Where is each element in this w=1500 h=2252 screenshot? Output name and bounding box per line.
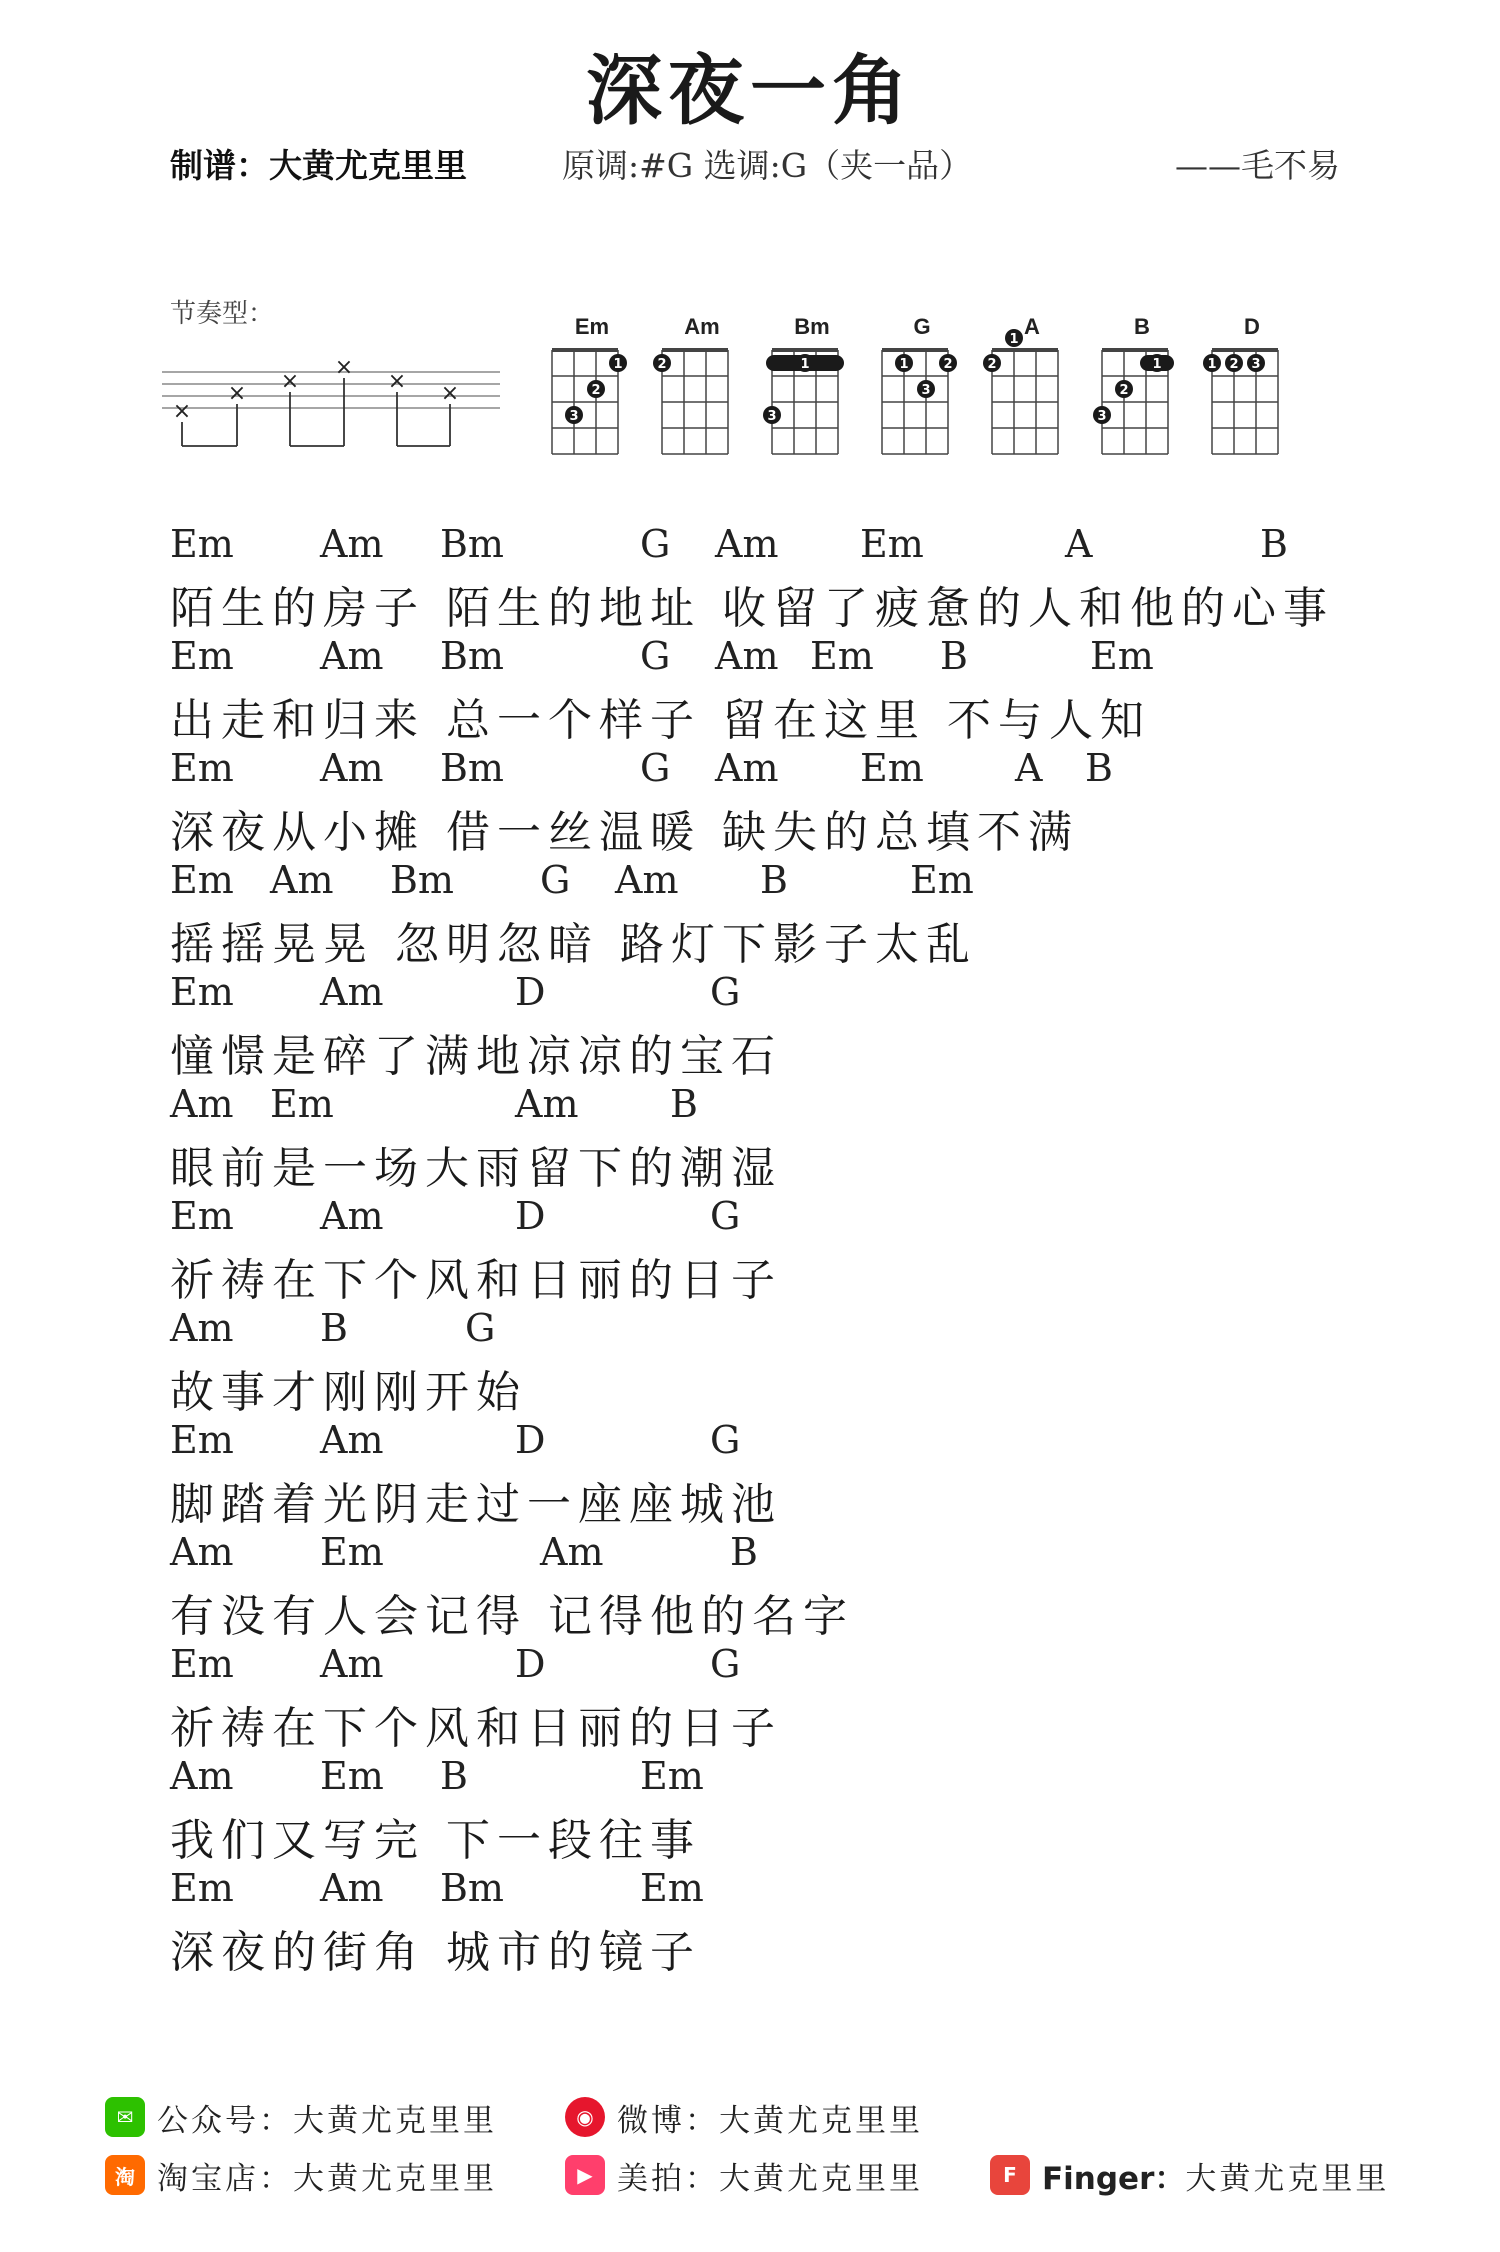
chord-symbol: B xyxy=(730,1530,758,1574)
finger-number: 3 xyxy=(569,409,579,424)
rhythm-strum-mark: × xyxy=(227,381,247,406)
song-line xyxy=(170,520,1350,632)
chord-diagram-am xyxy=(652,310,752,480)
footer-finger-label: Finger： xyxy=(1042,2160,1186,2197)
song-body xyxy=(170,520,1350,1976)
chord-symbol: G xyxy=(640,522,671,566)
chord-symbol: Am xyxy=(715,746,779,790)
chord-symbol: Am xyxy=(515,1082,579,1126)
chord-symbol: Bm xyxy=(440,1866,504,1910)
chord-name: Bm xyxy=(794,314,830,339)
chord-symbol: Em xyxy=(320,1530,384,1574)
chord-symbol: Am xyxy=(320,1418,384,1462)
chord-symbol: Am xyxy=(320,634,384,678)
chord-symbol: Em xyxy=(270,1082,334,1126)
rhythm-strum-mark: × xyxy=(172,399,192,424)
footer-taobao-value: 大黄尤克里里 xyxy=(293,2160,497,2197)
chord-row xyxy=(170,1864,1350,1916)
chord-symbol: G xyxy=(465,1306,496,1350)
rhythm-strum-mark: × xyxy=(334,355,354,380)
chord-symbol: Em xyxy=(170,746,234,790)
footer-meipai-label: 美拍： xyxy=(617,2160,719,2197)
chord-symbol: B xyxy=(1260,522,1288,566)
chord-symbol: D xyxy=(515,1418,546,1462)
chord-symbol: Am xyxy=(320,746,384,790)
weibo-icon: ◉ xyxy=(565,2097,605,2137)
footer-weibo[interactable] xyxy=(565,2094,923,2140)
finger-number: 3 xyxy=(767,409,777,424)
chord-symbol: G xyxy=(710,1194,741,1238)
song-meta xyxy=(170,140,1340,200)
chord-symbol: B xyxy=(1085,746,1113,790)
chord-symbol: B xyxy=(320,1306,348,1350)
chord-symbol: D xyxy=(515,1642,546,1686)
chord-symbol: A xyxy=(1065,522,1093,566)
footer-finger-value: 大黄尤克里里 xyxy=(1185,2160,1390,2197)
rhythm-strum-mark: × xyxy=(280,369,300,394)
chord-symbol: Em xyxy=(640,1866,704,1910)
artist-name: ——毛不易 xyxy=(1175,146,1340,185)
song-line xyxy=(170,1752,1350,1864)
lyric-line: 脚踏着光阴走过一座座城池 xyxy=(170,1479,782,1530)
song-line xyxy=(170,856,1350,968)
song-line xyxy=(170,632,1350,744)
chord-symbol: Em xyxy=(170,1194,234,1238)
lyric-line: 憧憬是碎了满地凉凉的宝石 xyxy=(170,1031,782,1082)
lyric-line: 深夜从小摊 借一丝温暖 缺失的总填不满 xyxy=(170,807,1079,858)
chord-symbol: G xyxy=(710,970,741,1014)
footer xyxy=(105,2090,1405,2210)
key-info: 原调:#G 选调:G（夹一品） xyxy=(562,146,973,185)
chord-symbol: G xyxy=(640,746,671,790)
chord-symbol: Em xyxy=(640,1754,704,1798)
chord-symbol: Em xyxy=(170,970,234,1014)
chord-symbol: G xyxy=(710,1642,741,1686)
chord-name: Em xyxy=(574,314,610,339)
finger-number: 1 xyxy=(1207,357,1217,372)
chord-symbol: Am xyxy=(320,970,384,1014)
lyric-line: 我们又写完 下一段往事 xyxy=(170,1815,701,1866)
chord-row xyxy=(170,520,1350,572)
chord-name: G xyxy=(913,314,931,339)
chord-symbol: Am xyxy=(320,1866,384,1910)
lyric-line: 出走和归来 总一个样子 留在这里 不与人知 xyxy=(170,695,1151,746)
chord-symbol: Em xyxy=(170,1642,234,1686)
chord-symbol: Em xyxy=(1090,634,1154,678)
wechat-icon: ✉ xyxy=(105,2097,145,2137)
song-line xyxy=(170,968,1350,1080)
chord-symbol: A xyxy=(1015,746,1043,790)
lyric-line: 故事才刚刚开始 xyxy=(170,1367,527,1418)
chord-row xyxy=(170,744,1350,796)
chord-row xyxy=(170,1640,1350,1692)
chord-diagram-a xyxy=(982,310,1082,480)
lyric-line: 陌生的房子 陌生的地址 收留了疲惫的人和他的心事 xyxy=(170,583,1334,634)
chord-symbol: G xyxy=(640,634,671,678)
chord-diagrams xyxy=(540,310,1310,480)
rhythm-strum-mark: × xyxy=(440,381,460,406)
chord-symbol: D xyxy=(515,970,546,1014)
chord-name: B xyxy=(1134,314,1150,339)
chord-name: Am xyxy=(684,314,720,339)
chord-symbol: Am xyxy=(320,1194,384,1238)
chord-symbol: Am xyxy=(170,1754,234,1798)
finger-number: 1 xyxy=(613,357,623,372)
song-line xyxy=(170,744,1350,856)
chord-diagram-b xyxy=(1092,310,1192,480)
chord-row xyxy=(170,1528,1350,1580)
chord-name: D xyxy=(1244,314,1260,339)
finger-app-icon: F xyxy=(990,2155,1030,2195)
chord-symbol: Em xyxy=(170,522,234,566)
chord-diagram-bm xyxy=(762,310,862,480)
lyric-line: 祈祷在下个风和日丽的日子 xyxy=(170,1703,782,1754)
chord-symbol: Bm xyxy=(440,634,504,678)
chord-row xyxy=(170,1304,1350,1356)
finger-number: 2 xyxy=(1119,383,1129,398)
footer-wechat[interactable] xyxy=(105,2094,497,2140)
footer-taobao-label: 淘宝店： xyxy=(157,2160,293,2197)
chord-symbol: Am xyxy=(170,1082,234,1126)
finger-number: 3 xyxy=(1251,357,1261,372)
chord-symbol: Em xyxy=(910,858,974,902)
song-line xyxy=(170,1192,1350,1304)
finger-number: 2 xyxy=(943,357,953,372)
footer-finger[interactable] xyxy=(990,2152,1389,2198)
finger-number: 1 xyxy=(1152,357,1162,372)
chord-diagram-d xyxy=(1202,310,1302,480)
song-line xyxy=(170,1080,1350,1192)
chord-symbol: Bm xyxy=(440,746,504,790)
chord-symbol: Em xyxy=(170,634,234,678)
chord-row xyxy=(170,632,1350,684)
finger-number: 2 xyxy=(987,357,997,372)
song-line xyxy=(170,1416,1350,1528)
chord-symbol: Am xyxy=(320,522,384,566)
taobao-icon: 淘 xyxy=(105,2155,145,2195)
rhythm-pattern xyxy=(162,350,502,460)
rhythm-label: 节奏型： xyxy=(170,299,275,329)
song-line xyxy=(170,1640,1350,1752)
chord-row xyxy=(170,856,1350,908)
song-line xyxy=(170,1864,1350,1976)
chord-symbol: B xyxy=(670,1082,698,1126)
chord-diagram-g xyxy=(872,310,972,480)
chord-symbol: Em xyxy=(810,634,874,678)
song-line xyxy=(170,1528,1350,1640)
chord-symbol: B xyxy=(760,858,788,902)
chord-symbol: Bm xyxy=(440,522,504,566)
chord-symbol: Am xyxy=(715,634,779,678)
finger-number: 2 xyxy=(657,357,667,372)
chord-symbol: Em xyxy=(860,522,924,566)
song-title: 深夜一角 xyxy=(586,46,914,135)
lyric-line: 深夜的街角 城市的镜子 xyxy=(170,1927,701,1978)
chord-symbol: Em xyxy=(320,1754,384,1798)
chord-symbol: Bm xyxy=(390,858,454,902)
finger-number: 2 xyxy=(1229,357,1239,372)
chord-row xyxy=(170,1416,1350,1468)
footer-weibo-value: 大黄尤克里里 xyxy=(719,2102,923,2139)
song-line xyxy=(170,1304,1350,1416)
chord-symbol: G xyxy=(710,1418,741,1462)
finger-number: 1 xyxy=(800,357,810,372)
finger-number: 3 xyxy=(921,383,931,398)
chord-row xyxy=(170,1080,1350,1132)
lyric-line: 眼前是一场大雨留下的潮湿 xyxy=(170,1143,782,1194)
chord-symbol: Am xyxy=(615,858,679,902)
chord-symbol: Am xyxy=(170,1530,234,1574)
chord-row xyxy=(170,1752,1350,1804)
chord-symbol: D xyxy=(515,1194,546,1238)
finger-number: 1 xyxy=(1009,332,1019,347)
finger-number: 2 xyxy=(591,383,601,398)
lyric-line: 祈祷在下个风和日丽的日子 xyxy=(170,1255,782,1306)
finger-number: 1 xyxy=(899,357,909,372)
chord-symbol: B xyxy=(940,634,968,678)
footer-meipai[interactable] xyxy=(565,2152,923,2198)
lyric-line: 摇摇晃晃 忽明忽暗 路灯下影子太乱 xyxy=(170,919,977,970)
chord-symbol: Am xyxy=(320,1642,384,1686)
chord-symbol: G xyxy=(540,858,571,902)
chord-symbol: Em xyxy=(860,746,924,790)
finger-number: 3 xyxy=(1097,409,1107,424)
chord-symbol: B xyxy=(440,1754,468,1798)
chord-name: A xyxy=(1024,314,1040,339)
chord-symbol: Am xyxy=(170,1306,234,1350)
arranger-label: 制谱：大黄尤克里里 xyxy=(170,146,467,185)
chord-symbol: Em xyxy=(170,1418,234,1462)
footer-taobao[interactable] xyxy=(105,2152,497,2198)
chord-symbol: Em xyxy=(170,858,234,902)
footer-wechat-label: 公众号： xyxy=(157,2102,293,2139)
rhythm-strum-mark: × xyxy=(387,369,407,394)
lyric-line: 有没有人会记得 记得他的名字 xyxy=(170,1591,854,1642)
chord-symbol: Am xyxy=(270,858,334,902)
footer-meipai-value: 大黄尤克里里 xyxy=(719,2160,923,2197)
chord-row xyxy=(170,1192,1350,1244)
chord-diagram-em xyxy=(542,310,642,480)
footer-wechat-value: 大黄尤克里里 xyxy=(293,2102,497,2139)
chord-symbol: Am xyxy=(715,522,779,566)
chord-symbol: Em xyxy=(170,1866,234,1910)
chord-symbol: Am xyxy=(540,1530,604,1574)
meipai-icon: ▶ xyxy=(565,2155,605,2195)
footer-weibo-label: 微博： xyxy=(617,2102,719,2139)
chord-row xyxy=(170,968,1350,1020)
